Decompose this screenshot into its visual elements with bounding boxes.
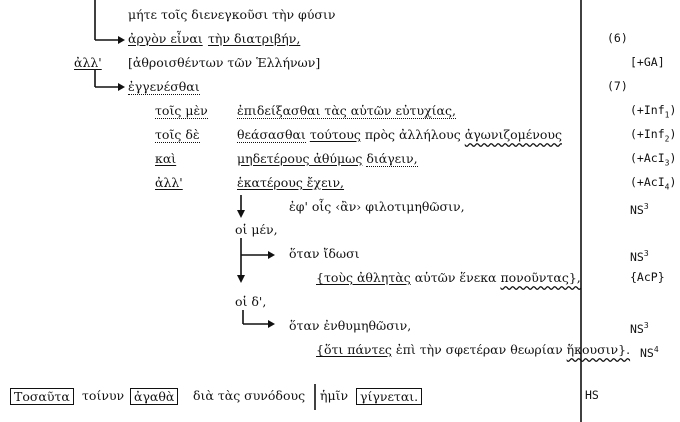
main-subject-box: Τοσαῦτα <box>10 388 74 405</box>
main-particle: τοίνυν <box>82 388 125 403</box>
line-6-dative: τοῖς δὲ <box>155 127 200 142</box>
tag-hs: HS <box>585 388 599 402</box>
line-7-conjunction: καὶ <box>155 151 177 166</box>
line-10: οἱ μέν, <box>235 222 278 237</box>
tag-ns4: $NS^4$ <box>640 345 659 360</box>
line-11: ὅταν ἴδωσι <box>289 246 360 261</box>
line-2-subject: τὴν διατριβήν, <box>208 31 301 46</box>
line-8-clause: ἑκατέρους ἔχειν, <box>237 175 345 190</box>
line-3-genitive-absolute: [ἀθροισθέντων τῶν Ἑλλήνων] <box>128 55 321 70</box>
line-13: οἱ δ', <box>235 294 267 309</box>
arrow-head-2 <box>118 83 125 91</box>
tag-ns3-c: $NS^3$ <box>630 321 649 336</box>
main-prepositional-phrase: διὰ τὰς συνόδους <box>193 388 306 403</box>
tag-inf1: (+Inf$_1$) <box>630 103 677 120</box>
arrow-head-5 <box>237 275 245 283</box>
tag-ns3-b: $NS^3$ <box>630 249 649 264</box>
arrow-head-4 <box>268 251 275 259</box>
tag-aci4: (+AcI$_4$) <box>630 175 677 192</box>
line-5-clause: ἐπιδείξασθαι τὰς αὑτῶν εὐτυχίας, <box>237 103 456 118</box>
line-8-conjunction: ἀλλ' <box>155 175 183 190</box>
line-9: ἐφ' οἷς ‹ἂν› φιλοτιμηθῶσιν, <box>289 199 465 214</box>
line-4: ἐγγενέσθαι <box>128 79 200 94</box>
line-5-dative: τοῖς μὲν <box>155 103 208 118</box>
line-12: {τοὺς ἀθλητὰς αὑτῶν ἕνεκα πονοῦντας}, <box>316 270 581 285</box>
line-6-clause: θεάσασθαι τούτους πρὸς ἀλλήλους ἀγωνιζομένους <box>237 127 562 142</box>
line-3-conjunction: ἀλλ' <box>74 55 102 70</box>
tag-inf2: (+Inf$_2$) <box>630 127 677 144</box>
number-7: (7) <box>607 79 628 93</box>
main-predicate-box: ἀγαθὰ <box>130 388 178 405</box>
line-14: ὅταν ἐνθυμηθῶσιν, <box>289 318 412 333</box>
arrow-head-1 <box>118 36 125 44</box>
tag-ga: [+GA] <box>630 55 665 69</box>
arrow-head-6 <box>268 320 275 328</box>
arrow-head-3 <box>237 210 245 218</box>
tag-ns3-a: $NS^3$ <box>630 202 649 217</box>
main-dative: ἡμῖν <box>320 388 349 403</box>
line-2-infinitive: ἀργὸν εἶναι <box>128 31 203 46</box>
line-7-clause: μηδετέρους ἀθύμως διάγειν, <box>237 151 418 166</box>
main-verb-box: γίγνεται. <box>356 388 422 405</box>
line-1: μήτε τοῖς διενεγκοῦσι τὴν φύσιν <box>128 7 336 22</box>
tag-aci3: (+AcI$_3$) <box>630 151 677 168</box>
tag-acp: {AcP} <box>630 270 665 284</box>
line-15: {ὅτι πάντες ἐπὶ τὴν σφετέραν θεωρίαν ἥκουσιν}. <box>316 342 631 357</box>
number-6: (6) <box>607 31 628 45</box>
